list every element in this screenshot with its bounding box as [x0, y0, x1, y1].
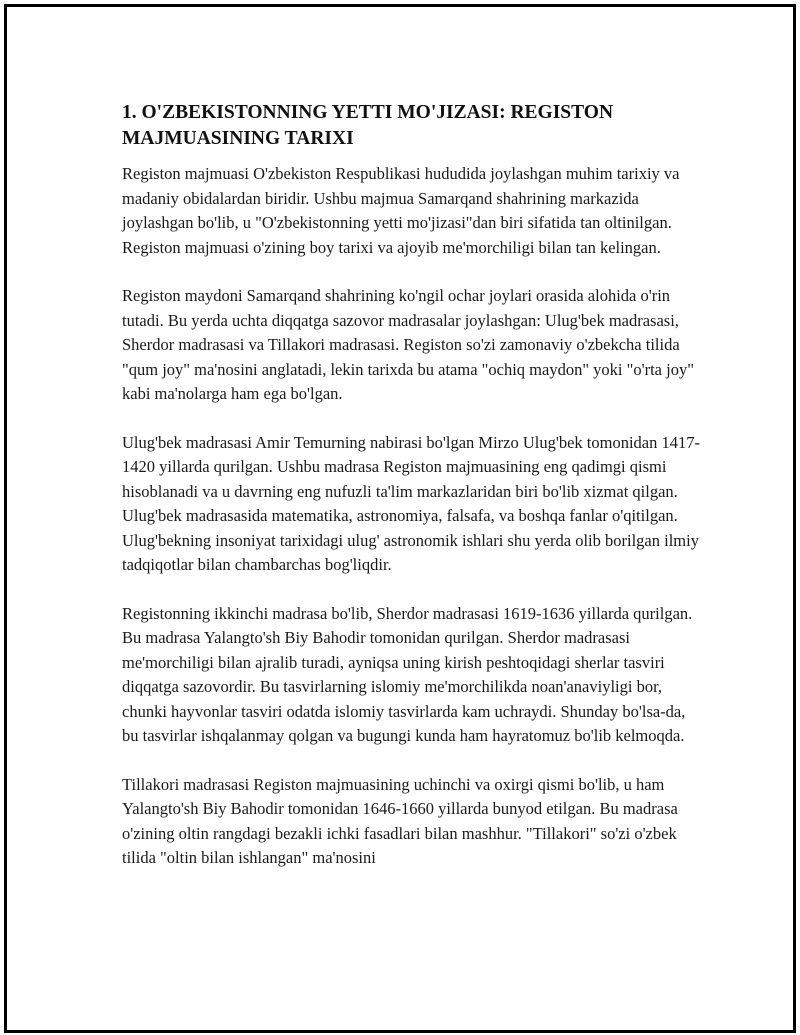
heading-line-2: MAJMUASINING TARIXI	[122, 128, 354, 149]
page-frame	[4, 4, 796, 1033]
paragraph-2: Registon maydoni Samarqand shahrining ko'ngil ochar joylari orasida alohida o'rin tutadi. Bu yerda uchta diqqatga sazovor madrasalar joylashgan: Ulug'bek madrasasi, Sherdor madrasasi va Tillakori madrasasi. Registon so'zi zamonaviy o'zbekcha tilida "qum joy" ma'nosini anglatadi, lekin tarixda bu atama "ochiq maydon" yoki "o'rta joy" kabi ma'nolarga ham ega bo'lgan.	[122, 286, 694, 403]
paragraph-3: Ulug'bek madrasasi Amir Temurning nabirasi bo'lgan Mirzo Ulug'bek tomonidan 1417-1420 yillarda qurilgan. Ushbu madrasa Registon majmuasining eng qadimgi qismi hisoblanadi va u davrning eng nufuzli ta'lim markazlaridan biri bo'lib xizmat qilgan. Ulug'bek madrasasida matematika, astronomiya, falsafa, va boshqa fanlar o'qitilgan. Ulug'bekning insoniyat tarixidagi ulug' astronomik ishlari shu yerda olib borilgan ilmiy tadqiqotlar bilan chambarchas bog'liqdir.	[122, 432, 700, 574]
paragraph-1: Registon majmuasi O'zbekiston Respublikasi hududida joylashgan muhim tarixiy va madaniy obidalardan biridir. Ushbu majmua Samarqand shahrining markazida joylashgan bo'lib, u "O'zbekistonning yetti mo'jizasi"dan biri sifatida tan oltinilgan. Registon majmuasi o'zining boy tarixi va ajoyib me'morchiligi bilan tan kelingan.	[122, 164, 680, 257]
document-body	[122, 100, 702, 895]
document-heading	[122, 100, 702, 152]
heading-line-1: 1. O'ZBEKISTONNING YETTI MO'JIZASI: REGISTON	[122, 102, 614, 123]
paragraph-4: Registonning ikkinchi madrasa bo'lib, Sherdor madrasasi 1619-1636 yillarda qurilgan. Bu madrasa Yalangto'sh Biy Bahodir tomonidan qurilgan. Sherdor madrasasi me'morchiligi bilan ajralib turadi, ayniqsa uning kirish peshtoqidagi sherlar tasviri diqqatga sazovordir. Bu tasvirlarning islomiy me'morchilikda noan'anaviyligi bor, chunki hayvonlar tasviri odatda islomiy tasvirlarda kam uchraydi. Shunday bo'lsa-da, bu tasvirlar ishqalanmay qolgan va bugungi kunda ham hayratomuz bo'lib kelmoqda.	[122, 603, 693, 745]
paragraph-5: Tillakori madrasasi Registon majmuasining uchinchi va oxirgi qismi bo'lib, u ham Yalangto'sh Biy Bahodir tomonidan 1646-1660 yillarda bunyod etilgan. Bu madrasa o'zining oltin rangdagi bezakli ichki fasadlari bilan mashhur. "Tillakori" so'zi o'zbek tilida "oltin bilan ishlangan" ma'nosini	[122, 774, 678, 867]
